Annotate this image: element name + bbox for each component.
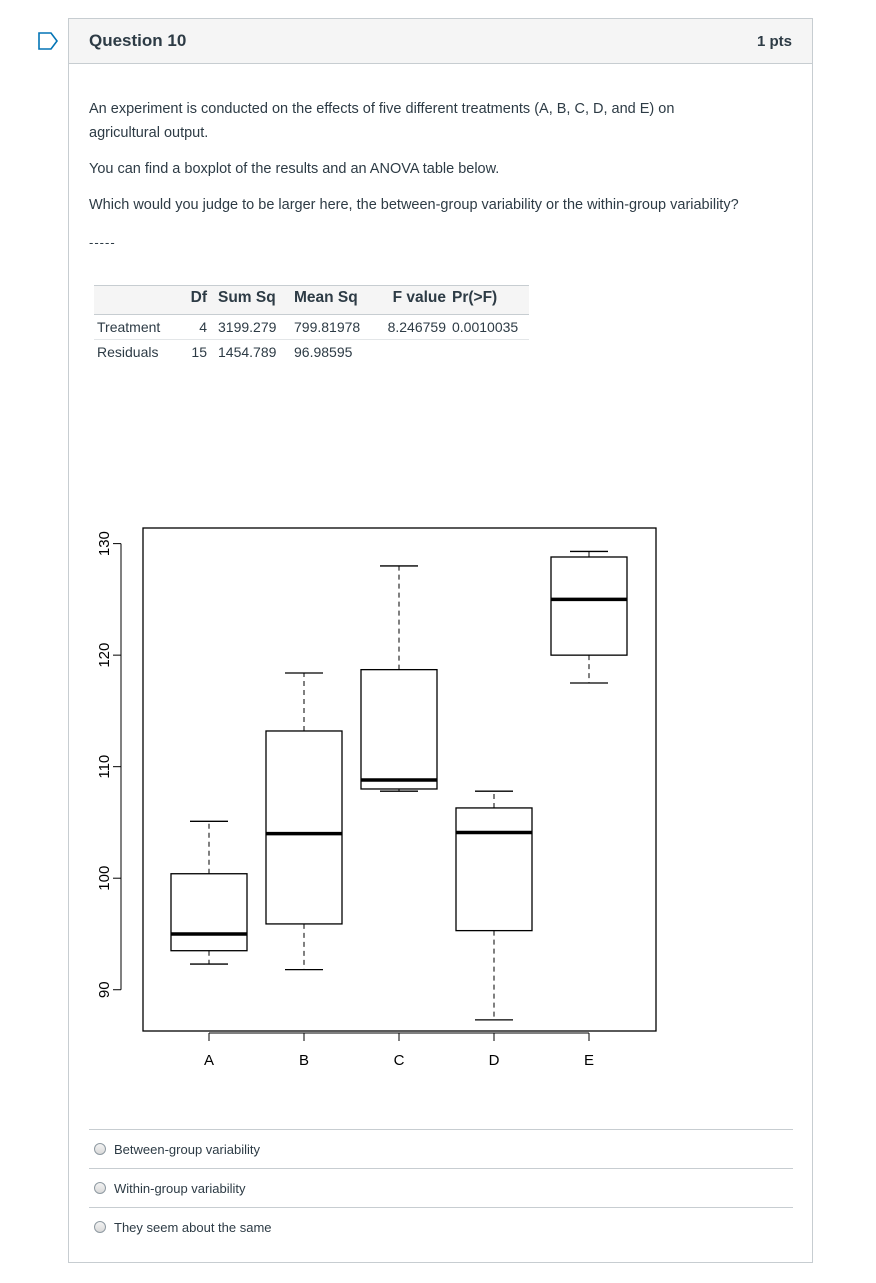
table-cell: 4 <box>199 319 207 335</box>
radio-button[interactable] <box>94 1221 106 1233</box>
answer-option-within[interactable] <box>89 1168 793 1207</box>
x-tick-label: D <box>488 1052 500 1069</box>
table-cell: Treatment <box>97 319 161 335</box>
x-tick-label: E <box>583 1052 595 1069</box>
table-cell: 3199.279 <box>218 319 277 335</box>
table-cell: 799.81978 <box>294 319 361 335</box>
table-cell <box>375 340 449 365</box>
col-header-pr: Pr(>F) <box>449 286 529 315</box>
box-E <box>551 557 627 655</box>
question-text <box>89 97 749 255</box>
question-points: 1 pts <box>756 32 792 50</box>
y-tick-label: 120 <box>95 642 113 668</box>
question-header <box>69 19 812 64</box>
col-header-mean-sq: Mean Sq <box>291 286 375 315</box>
box-D <box>456 808 532 931</box>
x-tick-label: A <box>203 1052 215 1069</box>
table-cell: 96.98595 <box>294 344 353 360</box>
col-header-df: Df <box>178 286 210 315</box>
table-row <box>94 315 529 340</box>
y-tick-label: 90 <box>95 981 113 999</box>
box-A <box>171 874 247 951</box>
radio-button[interactable] <box>94 1182 106 1194</box>
anova-table <box>94 285 529 364</box>
question-paragraph: An experiment is conducted on the effects of five different treatments (A, B, C, D, and E) on agricultural output. <box>89 101 675 141</box>
separator-text: ----- <box>89 235 116 250</box>
table-cell: Residuals <box>97 344 159 360</box>
table-cell: 1454.789 <box>218 344 277 360</box>
col-header-f-value: F value <box>375 286 449 315</box>
question-paragraph: You can find a boxplot of the results and an ANOVA table below. <box>89 161 500 177</box>
y-tick-label: 130 <box>95 531 113 557</box>
table-cell: 15 <box>191 344 207 360</box>
table-header-row <box>94 286 529 315</box>
boxplot-chart <box>89 519 669 1109</box>
table-cell: 8.246759 <box>387 319 446 335</box>
answer-label: Within-group variability <box>114 1180 246 1196</box>
answer-option-same[interactable] <box>89 1207 793 1246</box>
table-cell: 0.0010035 <box>452 319 519 335</box>
col-header-sum-sq: Sum Sq <box>210 286 291 315</box>
box-B <box>266 731 342 924</box>
y-tick-label: 110 <box>95 754 113 779</box>
table-cell <box>449 340 529 365</box>
col-header <box>94 286 178 315</box>
y-tick-label: 100 <box>95 865 113 891</box>
bookmark-icon[interactable] <box>38 32 58 50</box>
question-paragraph: Which would you judge to be larger here, the between-group variability or the within-group variability? <box>89 197 739 213</box>
answer-label: They seem about the same <box>114 1219 272 1235</box>
answer-list <box>89 1129 793 1246</box>
radio-button[interactable] <box>94 1143 106 1155</box>
table-row <box>94 340 529 365</box>
question-title: Question 10 <box>89 31 187 50</box>
answer-label: Between-group variability <box>114 1141 260 1157</box>
x-tick-label: B <box>298 1052 310 1069</box>
box-C <box>361 670 437 789</box>
x-tick-label: C <box>393 1052 405 1069</box>
answer-option-between[interactable] <box>89 1129 793 1168</box>
question-card <box>68 18 813 1263</box>
